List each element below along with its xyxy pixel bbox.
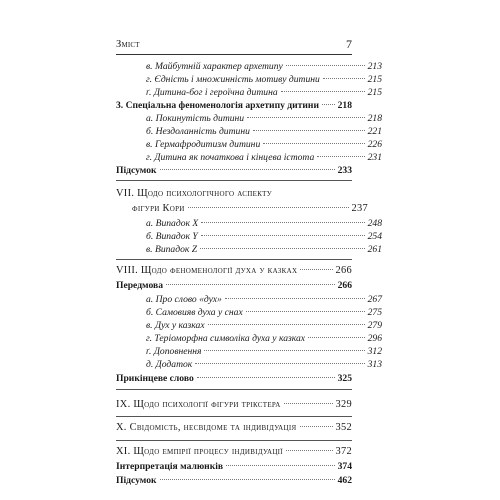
dot-leader: [300, 269, 332, 270]
toc-chapter: [116, 421, 352, 434]
dot-leader: [322, 104, 335, 105]
dot-leader: [195, 363, 364, 364]
toc-entry-page: 261: [367, 244, 382, 255]
toc-entry-page: 254: [367, 231, 382, 242]
dot-leader: [286, 65, 365, 66]
toc-entry-title: а. Про слово «дух»: [146, 294, 222, 305]
dot-leader: [263, 143, 364, 144]
toc-entry-page: 215: [367, 87, 382, 98]
toc-entry-title: г. Дитина як початкова і кінцева істота: [146, 152, 315, 163]
toc-entry: [116, 279, 352, 292]
toc-entry-title: 3. Спеціальна феноменологія архетипу дитини: [116, 100, 319, 111]
section-divider: [116, 259, 352, 260]
section-divider: [116, 440, 352, 441]
toc-entry-title: д. Додаток: [146, 359, 193, 370]
toc-entry-title: Підсумок: [116, 165, 157, 176]
toc-entry-page: 279: [367, 320, 382, 331]
dot-leader: [197, 377, 335, 378]
dot-leader: [300, 426, 333, 427]
toc-entry: [116, 230, 382, 243]
toc-entry-page: 329: [335, 399, 352, 410]
toc-entry: [116, 306, 382, 319]
toc-entry-title: фігури Кори: [132, 203, 185, 214]
toc-entry-page: 213: [367, 61, 382, 72]
toc-entry: [116, 243, 382, 256]
dot-leader: [284, 403, 333, 404]
toc-entry-page: 462: [337, 475, 352, 486]
dot-leader: [166, 284, 335, 285]
toc-entry: [116, 151, 382, 164]
toc-entry-page: 237: [351, 203, 368, 214]
toc-entry-page: 325: [337, 373, 352, 384]
dot-leader: [308, 337, 365, 338]
toc-entry-title: VII. Щодо психологічного аспекту: [116, 188, 272, 199]
section-divider: [116, 416, 352, 417]
toc-entry: [116, 372, 352, 385]
toc-entry-title: в. Майбутній характер архетипу: [146, 61, 283, 72]
dot-leader: [208, 324, 365, 325]
toc-entry-title: а. Випадок X: [146, 218, 199, 229]
dot-leader: [253, 130, 365, 131]
toc-entry: [116, 125, 382, 138]
dot-leader: [317, 156, 364, 157]
dot-leader: [201, 222, 364, 223]
dot-leader: [226, 465, 335, 466]
toc-entry-title: XI. Щодо емпірії процесу індивідуації: [116, 446, 283, 457]
toc-entry: [116, 474, 352, 487]
toc-entry-title: г. Теріоморфна символіка духа у казках: [146, 333, 306, 344]
dot-leader: [323, 78, 365, 79]
toc-entry-title: б. Самовияв духа у снах: [146, 307, 243, 318]
dot-leader: [204, 350, 364, 351]
dot-leader: [225, 298, 365, 299]
toc-entry-title: в. Гермафродитизм дитини: [146, 139, 261, 150]
toc-entry: [116, 332, 382, 345]
toc-entry-title: Підсумок: [116, 475, 157, 486]
toc-entry-title: в. Випадок Z: [146, 244, 198, 255]
toc-entry-page: 226: [367, 139, 382, 150]
toc-entry-title: X. Свідомість, несвідоме та індивідуація: [116, 422, 297, 433]
toc-entry-title: Інтерпретація малюнків: [116, 461, 224, 472]
section-divider: [116, 180, 352, 181]
toc-entry: [116, 319, 382, 332]
dot-leader: [247, 117, 365, 118]
toc-entry-page: 215: [367, 74, 382, 85]
toc-entry-title: IX. Щодо психології фігури трікстера: [116, 399, 281, 410]
toc-entry: [116, 293, 382, 306]
dot-leader: [160, 169, 335, 170]
toc-entry-page: 296: [367, 333, 382, 344]
toc-entry-page: 313: [367, 359, 382, 370]
running-head: Зміст: [116, 39, 140, 50]
toc-entry-page: 374: [337, 461, 352, 472]
toc-chapter: [116, 264, 352, 277]
toc-entry-page: 218: [337, 100, 352, 111]
toc-entry-title: в. Дух у казках: [146, 320, 205, 331]
toc-chapter: [116, 398, 352, 411]
toc-entry: [116, 73, 382, 86]
toc-entry-page: 233: [337, 165, 352, 176]
toc-entry-title: ґ. Доповнення: [146, 346, 202, 357]
dot-leader: [201, 235, 365, 236]
dot-leader: [160, 479, 335, 480]
toc-entry: [116, 138, 382, 151]
dot-leader: [286, 450, 333, 451]
dot-leader: [246, 311, 365, 312]
dot-leader: [200, 248, 365, 249]
toc-entry-title: б. Нездоланність дитини: [146, 126, 250, 137]
toc-entry: [116, 345, 382, 358]
toc-entry-title: б. Випадок Y: [146, 231, 198, 242]
toc-entry: [116, 358, 382, 371]
toc-entry-page: 266: [337, 280, 352, 291]
header-rule: [116, 54, 352, 55]
toc-entry: [116, 60, 382, 73]
toc-entry-page: 266: [335, 265, 352, 276]
toc-entry: [116, 86, 382, 99]
toc-entry: [116, 217, 382, 230]
dot-leader: [281, 91, 365, 92]
page-number: 7: [346, 37, 352, 51]
toc-chapter-continued: [116, 202, 368, 215]
toc-chapter: [116, 187, 352, 200]
toc-entry-title: г. Єдність і множинність мотиву дитини: [146, 74, 320, 85]
toc-entry: [116, 112, 382, 125]
toc-entry-title: ґ. Дитина-бог і героїчна дитина: [146, 87, 278, 98]
toc-entry-title: а. Покинутість дитини: [146, 113, 245, 124]
toc-entry-page: 231: [367, 152, 382, 163]
toc-chapter: [116, 445, 352, 458]
toc-entry-page: 221: [367, 126, 382, 137]
toc-entry-title: VIII. Щодо феноменології духа у казках: [116, 265, 298, 276]
toc-entry: [116, 460, 352, 473]
toc-entry-page: 267: [367, 294, 382, 305]
toc-entry-page: 248: [367, 218, 382, 229]
toc-entry-title: Прикінцеве слово: [116, 373, 194, 384]
section-divider: [116, 389, 352, 390]
toc-entry-page: 275: [367, 307, 382, 318]
toc-entry-page: 352: [335, 422, 352, 433]
toc-entry-page: 312: [367, 346, 382, 357]
toc-section: [116, 99, 352, 112]
dot-leader: [188, 207, 349, 208]
toc-entry-title: Передмова: [116, 280, 163, 291]
toc-entry-page: 218: [367, 113, 382, 124]
toc-entry: [116, 164, 352, 177]
toc-entry-page: 372: [335, 446, 352, 457]
